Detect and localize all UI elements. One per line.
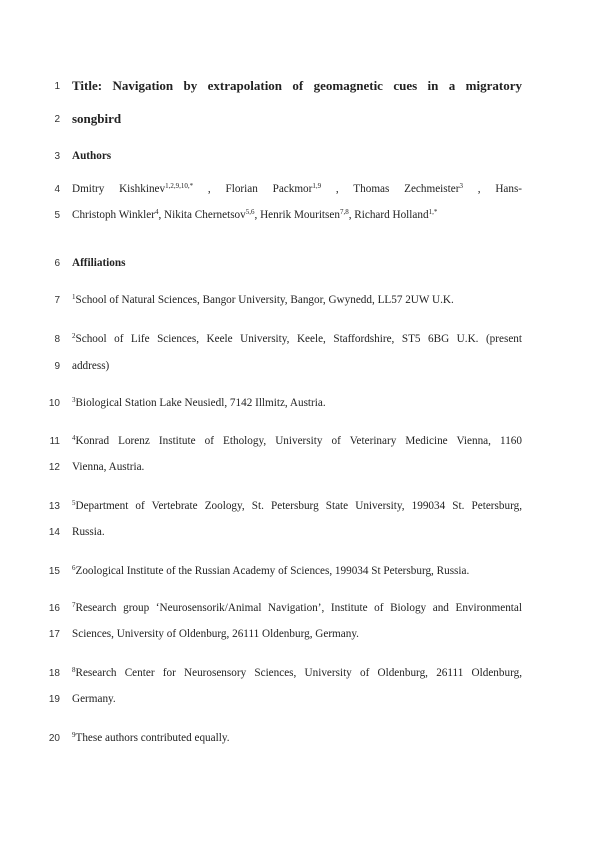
line-number: 4 [54, 184, 60, 195]
affiliation-marker: 2 [72, 332, 76, 340]
affiliation-entry [72, 500, 522, 512]
affiliation-entry [72, 602, 522, 614]
line-number: 18 [48, 668, 60, 679]
line-number: 9 [54, 361, 60, 372]
affiliation-entry [72, 435, 522, 447]
affiliation-text: Konrad Lorenz Institute of Ethology, University of Veterinary Medicine Vienna, 1160 [75, 435, 522, 447]
affiliation-entry [72, 667, 522, 679]
line-number: 6 [54, 258, 60, 269]
author-name: Dmitry Kishkinev [72, 183, 166, 195]
affiliation-text: School of Natural Sciences, Bangor University, Bangor, Gwynedd, LL57 2UW U.K. [75, 294, 454, 306]
author-line [72, 209, 522, 221]
author-name: , Hans- [477, 183, 523, 195]
affiliation-text-continued: Sciences, University of Oldenburg, 26111 Oldenburg, Germany. [72, 628, 359, 640]
line-number: 13 [48, 501, 60, 512]
affiliation-text-continued: address) [72, 360, 110, 372]
affiliation-marker: 1 [72, 293, 76, 301]
affiliation-text-continued: Germany. [72, 693, 116, 705]
affiliations-heading: Affiliations [72, 257, 126, 269]
affiliation-marker: 8 [72, 666, 76, 674]
author-name: , Richard Holland [348, 209, 429, 221]
line-number: 10 [48, 398, 60, 409]
line-number: 12 [48, 462, 60, 473]
author-affiliation-marker: 4 [154, 208, 159, 216]
line-number: 2 [54, 114, 60, 125]
author-name: , Henrik Mouritsen [254, 209, 340, 221]
line-number: 17 [48, 629, 60, 640]
affiliation-text: School of Life Sciences, Keele University, Keele, Staffordshire, ST5 6BG U.K. (present [75, 333, 522, 345]
line-number: 5 [54, 210, 60, 221]
line-number: 16 [48, 603, 60, 614]
line-number: 19 [48, 694, 60, 705]
affiliation-text-continued: Vienna, Austria. [72, 461, 145, 473]
affiliation-text: Research Center for Neurosensory Sciences, University of Oldenburg, 26111 Oldenburg, [75, 667, 522, 679]
paper-title-continued: songbird [72, 111, 122, 126]
author-affiliation-marker: 5,6 [245, 208, 255, 216]
affiliation-marker: 9 [72, 731, 76, 739]
line-number: 11 [49, 436, 60, 447]
line-number: 3 [54, 151, 60, 162]
author-affiliation-marker: 1,9 [312, 182, 322, 190]
line-number: 14 [48, 527, 60, 538]
affiliation-text-continued: Russia. [72, 526, 105, 538]
affiliation-text: Research group ‘Neurosensorik/Animal Navigation’, Institute of Biology and Environmental [75, 602, 522, 614]
affiliation-text: These authors contributed equally. [75, 732, 230, 744]
author-affiliation-marker: 1,* [428, 208, 438, 216]
affiliation-entry [72, 732, 522, 744]
author-name: Christoph Winkler [72, 209, 155, 221]
affiliation-entry [72, 565, 522, 577]
affiliation-entry [72, 333, 522, 345]
affiliation-marker: 6 [72, 564, 76, 572]
affiliation-marker: 3 [72, 396, 76, 404]
affiliation-marker: 7 [72, 601, 76, 609]
author-affiliation-marker: 7,8 [339, 208, 349, 216]
affiliation-marker: 5 [72, 499, 76, 507]
line-number: 7 [54, 295, 60, 306]
paper-title: Title: Navigation by extrapolation of geomagnetic cues in a migratory [72, 78, 522, 93]
line-number: 8 [54, 334, 60, 345]
affiliation-marker: 4 [72, 434, 76, 442]
author-affiliation-marker: 1,2,9,10,* [165, 182, 194, 190]
affiliation-text: Department of Vertebrate Zoology, St. Petersburg State University, 199034 St. Petersburg, [75, 500, 522, 512]
author-name: , Thomas Zechmeister [335, 183, 460, 195]
authors-heading: Authors [72, 150, 112, 162]
author-name: , Florian Packmor [207, 183, 313, 195]
affiliation-text: Biological Station Lake Neusiedl, 7142 Illmitz, Austria. [75, 397, 326, 409]
author-affiliation-marker: 3 [459, 182, 463, 190]
affiliation-entry [72, 294, 522, 306]
affiliation-text: Zoological Institute of the Russian Academy of Sciences, 199034 St Petersburg, Russia. [75, 565, 470, 577]
author-line [72, 183, 522, 195]
line-number: 15 [48, 566, 60, 577]
line-number: 1 [54, 81, 60, 92]
author-name: , Nikita Chernetsov [158, 209, 246, 221]
line-number: 20 [48, 733, 60, 744]
affiliation-entry [72, 397, 522, 409]
